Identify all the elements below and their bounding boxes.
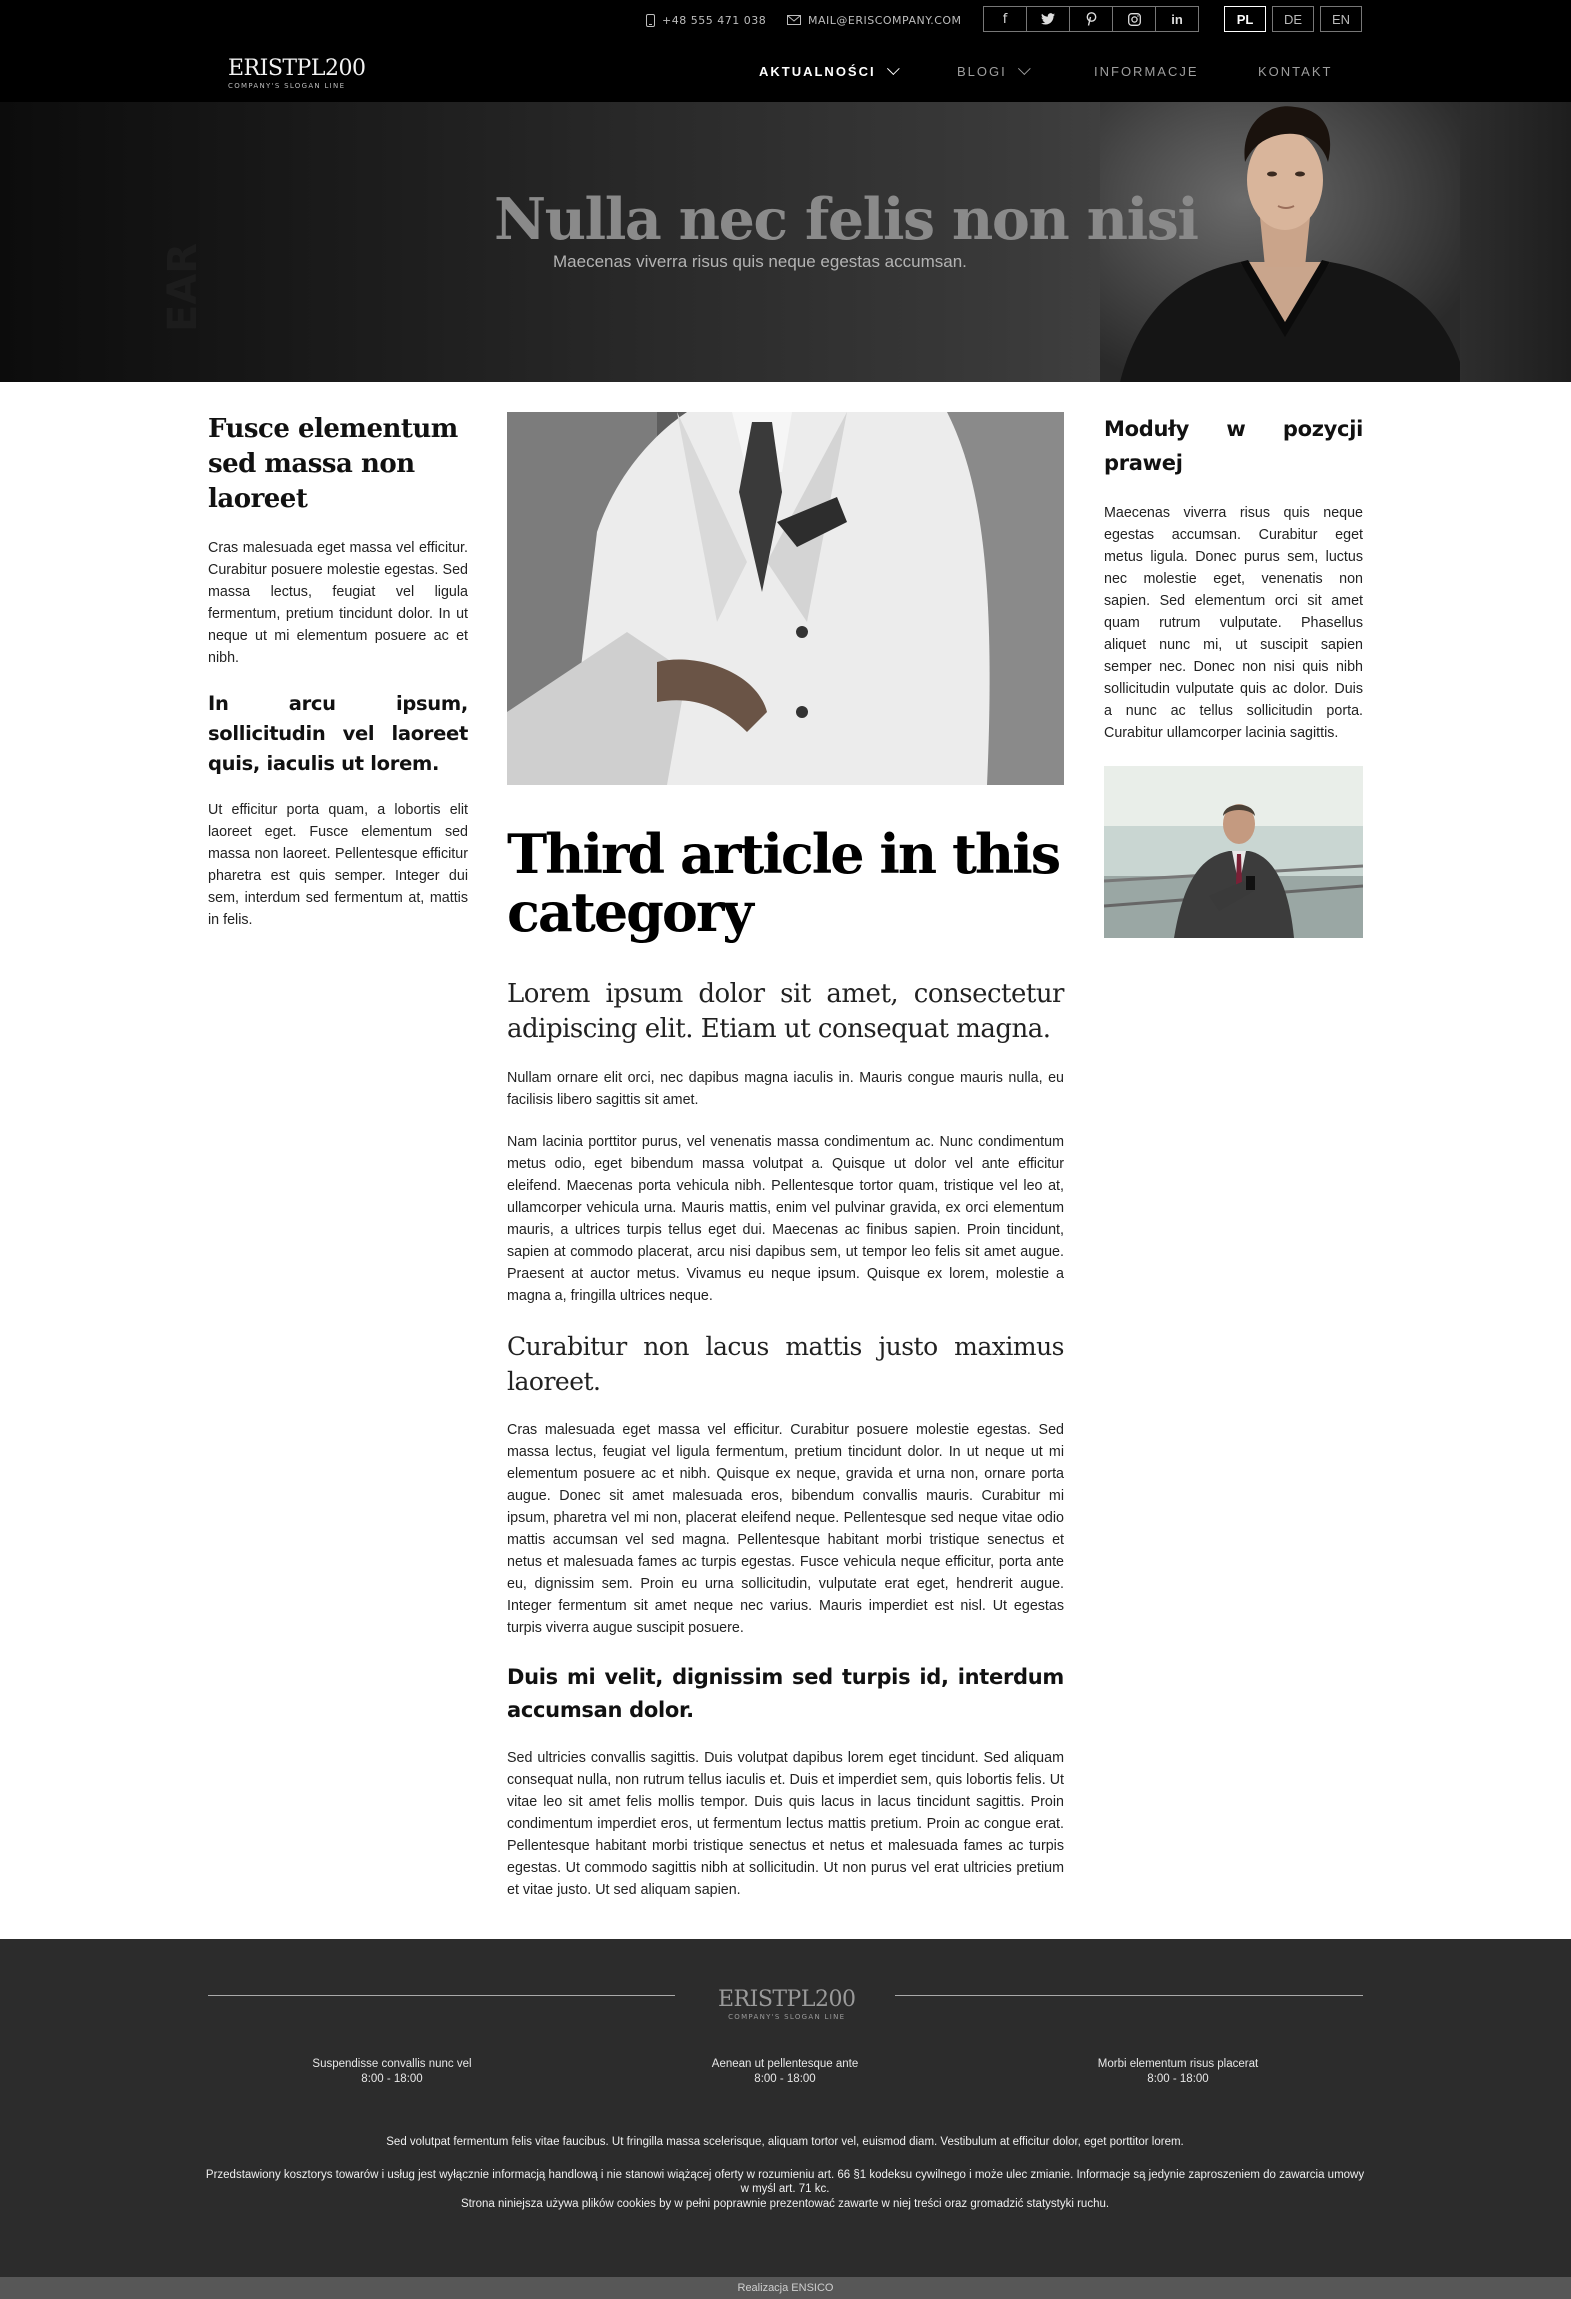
footer-hours-label: Morbi elementum risus placerat	[1097, 2058, 1259, 2070]
phone-contact[interactable]	[646, 0, 766, 40]
article-suit-image	[507, 412, 1064, 785]
footer-hours-col-3	[1028, 2057, 1328, 2087]
footer-hours-label: Aenean ut pellentesque ante	[711, 2058, 859, 2070]
phone-icon	[646, 14, 655, 27]
nav-item-label: BLOGI	[957, 63, 1007, 79]
main-navbar	[0, 40, 1571, 102]
nav-item-informacje[interactable]	[1094, 40, 1199, 102]
footer-hours-col-2	[635, 2057, 935, 2087]
hero-banner	[0, 102, 1571, 382]
nav-item-label: KONTAKT	[1258, 63, 1333, 79]
twitter-icon	[1041, 13, 1055, 25]
nav-item-kontakt[interactable]	[1258, 40, 1332, 102]
article-paragraph: Nam lacinia porttitor purus, vel venenatis massa condimentum ac. Nunc condimentum metus odio, eget bibendum massa volutpat a. Quisque ut dolor vel ante efficitur eleifend. Maecenas porta vehicula nibh. Pellentesque tortor quam, tristique vel leo at, ullamcorper vehicula urna. Mauris mattis, enim vel pulvinar gravida, ex orci elementum mauris, a ultrices turpis tellus eget dui. Maecenas ac finibus sapien. Proin tincidunt, sapien at commodo placerat, arcu nisi dapibus sem, ut tempor leo felis sit amet augue. Praesent at auctor metus. Vivamus eu neque ipsum. Quisque ex lorem, molestie a magna a, fringilla ultrices neque.	[507, 1134, 1064, 1304]
right-sidebar	[1104, 412, 1363, 942]
footer-hours-value: 8:00 - 18:00	[1147, 2073, 1209, 2085]
envelope-icon	[787, 15, 801, 25]
article	[507, 412, 1064, 1901]
article-lead: Lorem ipsum dolor sit amet, consectetur adipiscing elit. Etiam ut consequat magna.	[507, 979, 1064, 1044]
footer-hours-label: Suspendisse convallis nunc vel	[312, 2058, 472, 2070]
article-title: Third article in this category	[507, 822, 1060, 944]
site-logo[interactable]	[228, 58, 365, 90]
top-bar	[0, 0, 1571, 40]
right-heading	[1104, 412, 1363, 480]
site-footer	[0, 1939, 1571, 2277]
hero-title: Nulla nec felis non nisi	[494, 186, 1198, 253]
pinterest-button[interactable]	[1069, 6, 1113, 32]
lang-de-button[interactable]: DE	[1272, 6, 1314, 32]
article-paragraph: Nullam ornare elit orci, nec dapibus magna iaculis in. Mauris congue mauris nulla, eu facilisis libero sagittis sit amet.	[507, 1070, 1064, 1108]
logo-name: ERISTPL200	[228, 56, 366, 81]
left-heading: Fusce elementum sed massa non laoreet	[208, 414, 458, 514]
instagram-button[interactable]	[1112, 6, 1156, 32]
left-subheading: In arcu ipsum, sollicitudin vel laoreet quis, iaculis ut lorem.	[208, 692, 468, 775]
footer-divider-left	[208, 1995, 675, 1996]
article-subheading: Curabitur non lacus mattis justo maximus laoreet.	[507, 1332, 1064, 1396]
facebook-icon: f	[1002, 11, 1008, 27]
footer-logo-name: ERISTPL200	[718, 1987, 856, 2012]
instagram-icon	[1128, 13, 1141, 26]
businessman-image	[1104, 766, 1363, 938]
phone-number: +48 555 471 038	[662, 13, 767, 27]
facebook-button[interactable]	[983, 6, 1027, 32]
footer-divider-right	[895, 1995, 1363, 1996]
footer-hours-value: 8:00 - 18:00	[361, 2073, 423, 2085]
credit-link[interactable]: Realizacja ENSICO	[737, 2282, 834, 2294]
pinterest-icon	[1085, 12, 1097, 26]
footer-note: Sed volutpat fermentum felis vitae faucibus. Ut fringilla massa scelerisque, aliquam tortor vel, euismod diam. Vestibulum at efficitur dolor, eget porttitor lorem.	[386, 2136, 1184, 2148]
left-sidebar	[208, 412, 468, 931]
social-links	[984, 6, 1199, 32]
footer-hours-col-1	[242, 2057, 542, 2087]
lang-pl-button[interactable]: PL	[1224, 6, 1266, 32]
nav-item-label: INFORMACJE	[1094, 63, 1199, 79]
hero-subtitle: Maecenas viverra risus quis neque egestas accumsan.	[553, 252, 967, 271]
footer-legal: Przedstawiony kosztorys towarów i usług jest wyłącznie informacją handlową i nie stanowi wiążącej oferty w rozumieniu art. 66 §1 kodeksu cywilnego i może ulec zmianie. Informacje są jedynie zaproszeniem do zawarcia umowy w myśl art. 71 kc.	[205, 2169, 1365, 2195]
language-switcher	[1224, 6, 1362, 32]
left-paragraph-2: Ut efficitur porta quam, a lobortis elit laoreet eget. Fusce elementum sed massa non laoreet. Pellentesque efficitur pharetra est quis semper. Integer dui sem, interdum sed fermentum at, mattis in felis.	[208, 802, 468, 928]
right-paragraph: Maecenas viverra risus quis neque egestas accumsan. Curabitur eget metus ligula. Donec purus sem, luctus nec molestie eget, venenatis non sapien. Sed elementum orci sit amet quam rutrum vulputate. Phasellus aliquet nunc mi, ut suscipit sapien semper nec. Donec non nisi quis nibh sollicitudin vulputate quis ac dolor. Duis a nunc ac tellus sollicitudin porta. Curabitur ullamcorper lacinia sagittis.	[1104, 505, 1363, 741]
left-paragraph: Cras malesuada eget massa vel efficitur. Curabitur posuere molestie egestas. Sed massa lectus, feugiat vel ligula fermentum, pretium tincidunt dolor. In ut neque ut mi elementum posuere ac et nibh.	[208, 540, 468, 666]
main-content	[0, 382, 1571, 1939]
lang-en-button[interactable]: EN	[1320, 6, 1362, 32]
linkedin-icon: in	[1171, 11, 1183, 27]
mail-address: MAIL@ERISCOMPANY.COM	[808, 13, 962, 27]
chevron-down-icon	[1018, 62, 1031, 75]
chevron-down-icon	[887, 62, 900, 75]
credit-bar	[0, 2277, 1571, 2299]
article-paragraph: Sed ultricies convallis sagittis. Duis volutpat dapibus lorem eget tincidunt. Sed aliquam consequat nulla, non rutrum tellus iaculis et. Duis et imperdiet sem, quis lobortis felis. Ut vitae leo sit amet felis mollis tempor. Duis quis lacus in lacus tincidunt sagittis. Proin condimentum imperdiet eros, ut fermentum lectus mattis pretium. Proin ac congue erat. Pellentesque habitant morbi tristique senectus et netus et malesuada fames ac turpis egestas. Ut commodo sagittis nibh at sollicitudin. Ut non purus vel erat ultricies pretium et vitae justo. Ut sed aliquam sapien.	[507, 1750, 1064, 1898]
logo-slogan: COMPANY'S SLOGAN LINE	[228, 82, 346, 90]
footer-hours-value: 8:00 - 18:00	[754, 2073, 816, 2085]
hero-ghost-lettering: EAR	[160, 242, 206, 332]
twitter-button[interactable]	[1026, 6, 1070, 32]
footer-logo-slogan: COMPANY'S SLOGAN LINE	[728, 2013, 846, 2021]
nav-item-aktualnosci[interactable]	[759, 40, 895, 102]
nav-item-blogi[interactable]	[957, 40, 1026, 102]
nav-item-label: AKTUALNOŚCI	[759, 63, 876, 79]
right-heading-line1: Moduły w pozycji	[1104, 417, 1363, 441]
mail-contact[interactable]	[787, 0, 962, 40]
footer-cookies-notice: Strona niniejsza używa plików cookies by w pełni poprawnie prezentować zawarte w niej treści oraz gromadzić statystyki ruchu.	[460, 2198, 1110, 2210]
article-subheading-2: Duis mi velit, dignissim sed turpis id, interdum accumsan dolor.	[507, 1665, 1064, 1722]
footer-logo[interactable]	[718, 1989, 855, 2021]
article-paragraph: Cras malesuada eget massa vel efficitur. Curabitur posuere molestie egestas. Sed massa lectus, feugiat vel ligula fermentum, pretium tincidunt dolor. In ut neque ut mi elementum posuere ac et nibh. Quisque ex neque, gravida et urna non, ornare porta augue. Donec sit amet malesuada eros, bibendum convallis mauris. Curabitur mi ipsum, pharetra vel mi non, placerat eleifend neque. Pellentesque sed neque vitae odio mattis accumsan vel sed magna. Pellentesque habitant morbi tristique senectus et netus et malesuada fames ac turpis egestas. Fusce vehicula neque efficitur, porta ante eu, dignissim sem. Proin eu urna sollicitudin, vulputate erat eget, hendrerit augue. Integer fermentum sit amet neque nec varius. Mauris imperdiet est nisl. Ut egestas turpis viverra augue suscipit posuere.	[507, 1422, 1064, 1636]
linkedin-button[interactable]	[1155, 6, 1199, 32]
right-heading-line2: prawej	[1104, 451, 1183, 475]
